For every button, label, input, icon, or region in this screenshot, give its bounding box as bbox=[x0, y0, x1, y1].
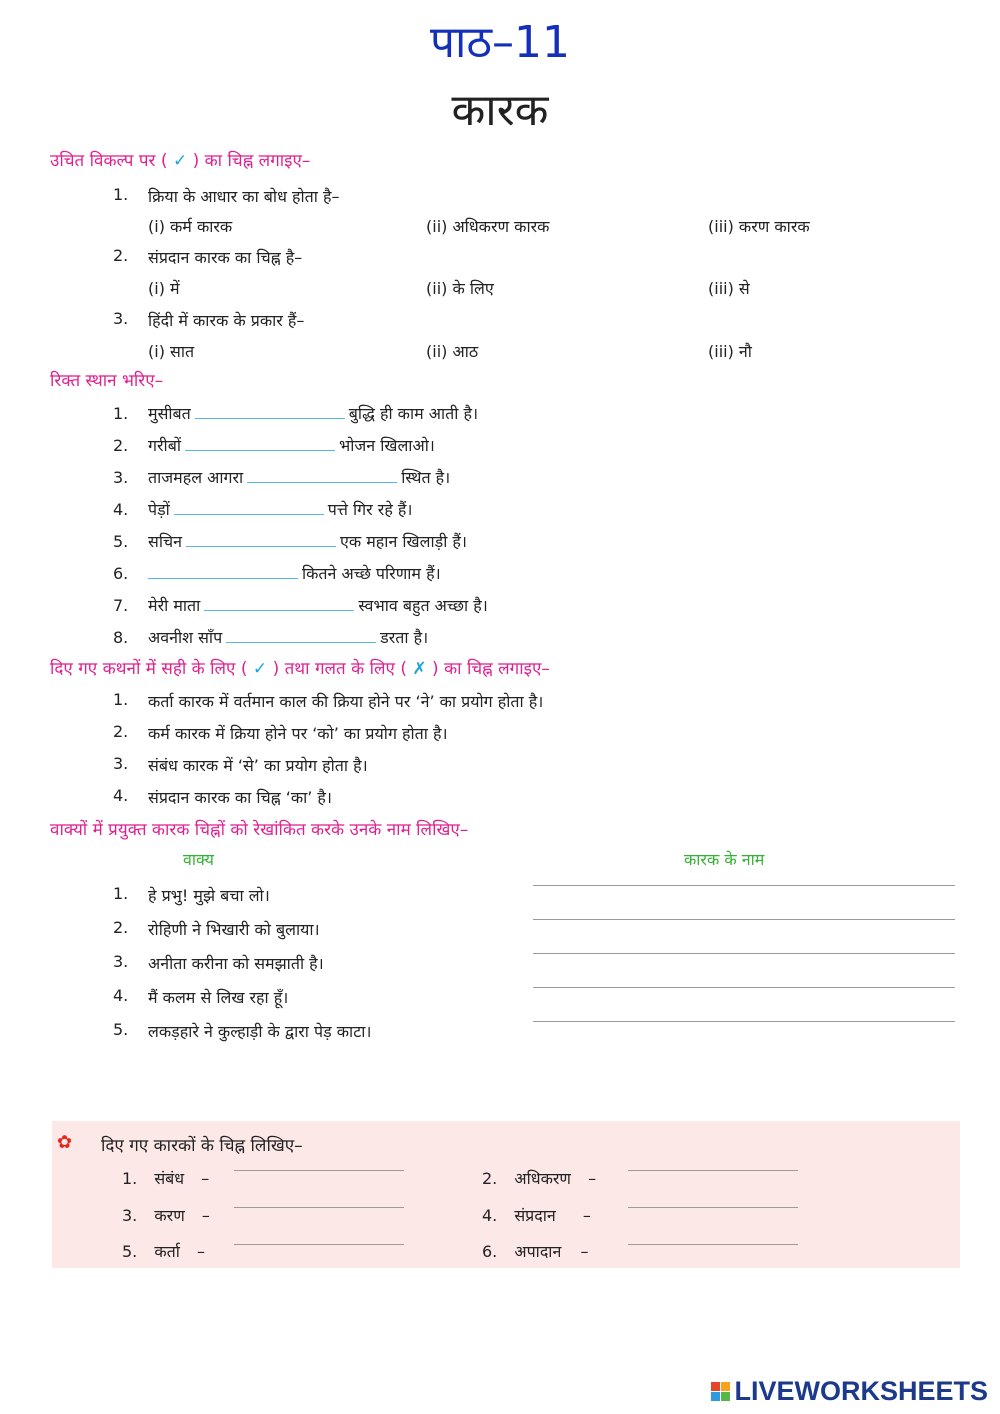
box-item bbox=[482, 1240, 588, 1262]
blank-input[interactable] bbox=[186, 532, 336, 547]
box-item bbox=[482, 1167, 596, 1189]
item-number: 5. bbox=[113, 1020, 129, 1039]
box-heading: दिए गए कारकों के चिह्न लिखिए– bbox=[101, 1136, 303, 1156]
answer-line[interactable] bbox=[533, 953, 955, 954]
item-number: 1. bbox=[113, 690, 129, 709]
answer-line[interactable] bbox=[533, 885, 955, 886]
answer-line[interactable] bbox=[234, 1170, 404, 1171]
item-number: 8. bbox=[113, 628, 129, 647]
item-number: 1. bbox=[113, 884, 129, 903]
heading-text: ) तथा गलत के लिए ( bbox=[272, 659, 407, 679]
item-label: संप्रदान bbox=[514, 1206, 556, 1225]
check-mark-icon: ✓ bbox=[252, 659, 268, 679]
blank-input[interactable] bbox=[247, 468, 397, 483]
item-number: 5. bbox=[122, 1242, 138, 1261]
item-number: 6. bbox=[113, 564, 129, 583]
option-1[interactable]: (i) में bbox=[148, 279, 180, 298]
box-item bbox=[482, 1204, 591, 1226]
sentence-text: हे प्रभु! मुझे बचा लो। bbox=[148, 886, 270, 905]
statement-text[interactable]: संबंध कारक में ‘से’ का प्रयोग होता है। bbox=[148, 756, 368, 775]
column-header-sentence: वाक्य bbox=[183, 850, 214, 869]
page-subtitle: कारक bbox=[451, 85, 549, 136]
item-dash: – bbox=[201, 1169, 210, 1188]
item-after: स्वभाव बहुत अच्छा है। bbox=[358, 596, 488, 615]
item-number: 7. bbox=[113, 596, 129, 615]
question-text: हिंदी में कारक के प्रकार हैं– bbox=[148, 311, 305, 330]
heading-text: दिए गए कथनों में सही के लिए ( bbox=[50, 659, 248, 679]
list-item bbox=[113, 594, 488, 616]
answer-line[interactable] bbox=[234, 1207, 404, 1208]
blank-input[interactable] bbox=[174, 500, 324, 515]
blank-input[interactable] bbox=[185, 436, 335, 451]
heading-text: उचित विकल्प पर ( bbox=[50, 151, 168, 171]
option-1[interactable]: (i) कर्म कारक bbox=[148, 217, 233, 236]
logo-text: LIVEWORKSHEETS bbox=[734, 1376, 988, 1406]
item-number: 2. bbox=[113, 918, 129, 937]
item-before: ताजमहल आगरा bbox=[148, 468, 244, 487]
item-after: पत्ते गिर रहे हैं। bbox=[327, 500, 413, 519]
section-heading-true-false bbox=[50, 656, 550, 679]
blank-input[interactable] bbox=[195, 404, 345, 419]
page-title: पाठ–11 bbox=[430, 17, 570, 68]
section-heading-underline: वाक्यों में प्रयुक्त कारक चिह्नों को रेखांकित करके उनके नाम लिखिए– bbox=[50, 820, 469, 840]
item-number: 5. bbox=[113, 532, 129, 551]
section-heading-fill-blanks: रिक्त स्थान भरिए– bbox=[50, 371, 164, 391]
answer-line[interactable] bbox=[628, 1170, 798, 1171]
item-label: कर्ता bbox=[154, 1242, 180, 1261]
sentence-text: मैं कलम से लिख रहा हूँ। bbox=[148, 988, 289, 1007]
heading-text: ) का चिह्न लगाइए– bbox=[432, 659, 550, 679]
item-before: मुसीबत bbox=[148, 404, 191, 423]
item-after: एक महान खिलाड़ी हैं। bbox=[340, 532, 467, 551]
option-3[interactable]: (iii) नौ bbox=[708, 342, 752, 361]
item-after: डरता है। bbox=[380, 628, 429, 647]
column-header-case-name: कारक के नाम bbox=[684, 850, 765, 869]
item-number: 3. bbox=[113, 952, 129, 971]
liveworksheets-logo[interactable] bbox=[711, 1376, 988, 1407]
item-number: 4. bbox=[482, 1206, 498, 1225]
item-number: 1. bbox=[113, 404, 129, 423]
question-number: 2. bbox=[113, 246, 129, 265]
list-item bbox=[113, 402, 478, 424]
item-number: 2. bbox=[113, 436, 129, 455]
box-item bbox=[122, 1240, 205, 1262]
box-item bbox=[122, 1167, 209, 1189]
item-after: कितने अच्छे परिणाम हैं। bbox=[302, 564, 441, 583]
item-number: 6. bbox=[482, 1242, 498, 1261]
option-2[interactable]: (ii) आठ bbox=[426, 342, 479, 361]
answer-line[interactable] bbox=[628, 1207, 798, 1208]
item-number: 4. bbox=[113, 986, 129, 1005]
answer-line[interactable] bbox=[533, 1021, 955, 1022]
list-item bbox=[113, 498, 413, 520]
item-dash: – bbox=[201, 1206, 210, 1225]
item-dash: – bbox=[580, 1242, 589, 1261]
sentence-text: रोहिणी ने भिखारी को बुलाया। bbox=[148, 920, 320, 939]
item-number: 2. bbox=[482, 1169, 498, 1188]
item-number: 4. bbox=[113, 786, 129, 805]
sentence-text: लकड़हारे ने कुल्हाड़ी के द्वारा पेड़ काटा। bbox=[148, 1022, 372, 1041]
item-label: संबंध bbox=[154, 1169, 185, 1188]
answer-line[interactable] bbox=[628, 1244, 798, 1245]
item-after: स्थित है। bbox=[401, 468, 451, 487]
cross-mark-icon: ✗ bbox=[412, 659, 427, 679]
option-3[interactable]: (iii) से bbox=[708, 279, 750, 298]
section-heading-choice bbox=[50, 148, 310, 171]
flower-icon: ✿ bbox=[57, 1132, 73, 1153]
item-number: 3. bbox=[113, 468, 129, 487]
item-before: सचिन bbox=[148, 532, 183, 551]
statement-text[interactable]: संप्रदान कारक का चिह्न ‘का’ है। bbox=[148, 788, 332, 807]
item-label: करण bbox=[154, 1206, 185, 1225]
list-item bbox=[113, 434, 435, 456]
item-before: गरीबों bbox=[148, 436, 181, 455]
heading-text: ) का चिह्न लगाइए– bbox=[192, 151, 311, 171]
item-number: 3. bbox=[113, 754, 129, 773]
item-label: अपादान bbox=[514, 1242, 562, 1261]
liveworksheets-logo-icon bbox=[711, 1382, 730, 1401]
question-text: क्रिया के आधार का बोध होता है– bbox=[148, 187, 340, 206]
check-mark-icon: ✓ bbox=[172, 151, 188, 171]
item-number: 1. bbox=[122, 1169, 138, 1188]
item-before: मेरी माता bbox=[148, 596, 201, 615]
option-2[interactable]: (ii) के लिए bbox=[426, 279, 494, 298]
option-2[interactable]: (ii) अधिकरण कारक bbox=[426, 217, 550, 236]
list-item bbox=[113, 626, 428, 648]
statement-text[interactable]: कर्ता कारक में वर्तमान काल की क्रिया होने पर ‘ने’ का प्रयोग होता है। bbox=[148, 692, 544, 711]
item-number: 4. bbox=[113, 500, 129, 519]
statement-text[interactable]: कर्म कारक में क्रिया होने पर ‘को’ का प्रयोग होता है। bbox=[148, 724, 448, 743]
item-label: अधिकरण bbox=[514, 1169, 571, 1188]
list-item bbox=[113, 562, 441, 584]
question-number: 1. bbox=[113, 185, 129, 204]
list-item bbox=[113, 466, 450, 488]
item-dash: – bbox=[197, 1242, 206, 1261]
box-item bbox=[122, 1204, 210, 1226]
item-after: भोजन खिलाओ। bbox=[338, 436, 435, 455]
item-number: 3. bbox=[122, 1206, 138, 1225]
option-1[interactable]: (i) सात bbox=[148, 342, 195, 361]
blank-input[interactable] bbox=[226, 628, 376, 643]
answer-line[interactable] bbox=[533, 919, 955, 920]
item-number: 2. bbox=[113, 722, 129, 741]
item-after: बुद्धि ही काम आती है। bbox=[348, 404, 479, 423]
item-dash: – bbox=[582, 1206, 591, 1225]
option-3[interactable]: (iii) करण कारक bbox=[708, 217, 810, 236]
item-before: अवनीश साँप bbox=[148, 628, 223, 647]
blank-input[interactable] bbox=[148, 564, 298, 579]
item-before: पेड़ों bbox=[148, 500, 170, 519]
question-number: 3. bbox=[113, 309, 129, 328]
answer-line[interactable] bbox=[234, 1244, 404, 1245]
answer-line[interactable] bbox=[533, 987, 955, 988]
list-item bbox=[113, 530, 467, 552]
question-text: संप्रदान कारक का चिह्न है– bbox=[148, 248, 303, 267]
sentence-text: अनीता करीना को समझाती है। bbox=[148, 954, 324, 973]
blank-input[interactable] bbox=[204, 596, 354, 611]
item-dash: – bbox=[588, 1169, 597, 1188]
